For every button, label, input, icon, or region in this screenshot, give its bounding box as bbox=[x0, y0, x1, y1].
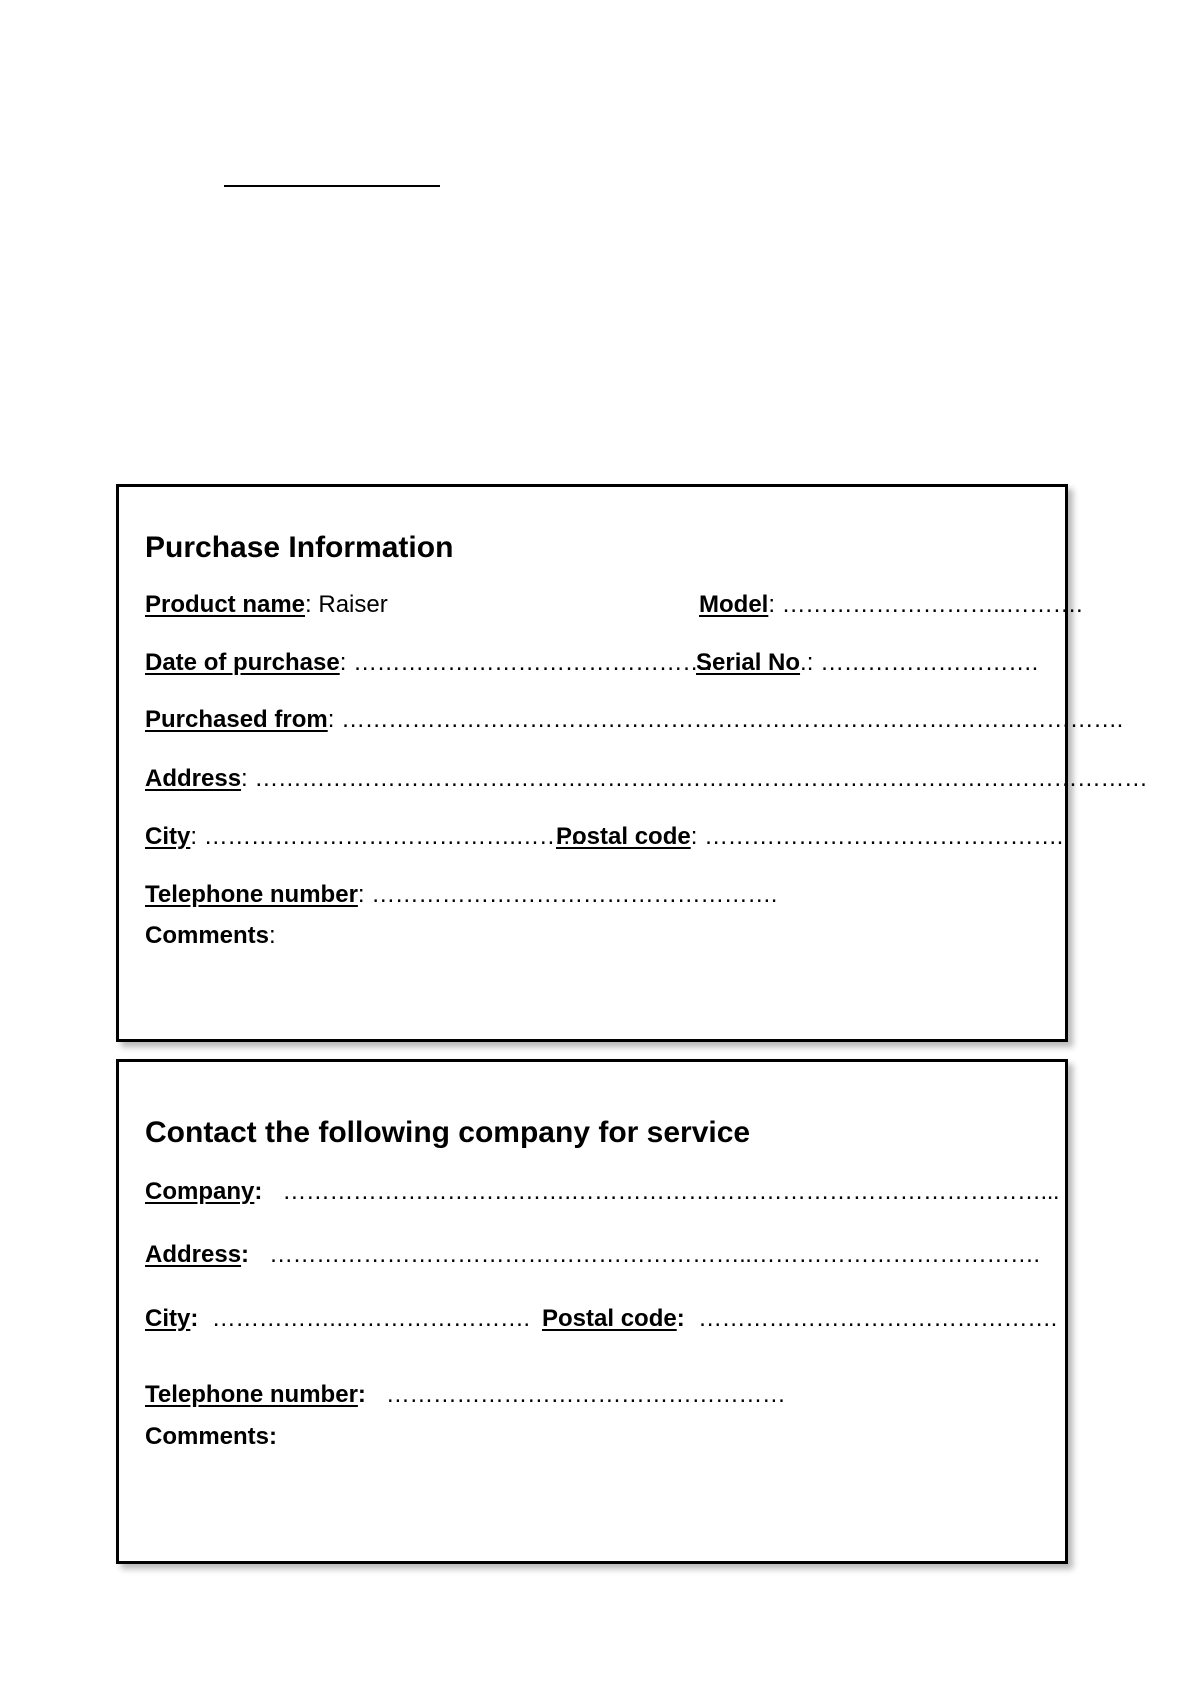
city-label: City bbox=[145, 823, 191, 850]
address-row: Address: …………………………………………………………………………………………………… bbox=[145, 765, 1148, 792]
service-city-postal-row: City: …………….……………………. Postal code: ………………………………………. bbox=[145, 1305, 1057, 1332]
comments-label: Comments bbox=[145, 922, 270, 949]
address-field[interactable]: …………………………………………………………………………………………………… bbox=[254, 765, 1148, 792]
company-label: Company bbox=[145, 1178, 255, 1205]
service-address-label: Address bbox=[145, 1241, 242, 1268]
serial-no-label: Serial No bbox=[696, 649, 801, 676]
address-label: Address bbox=[145, 765, 242, 792]
company-field[interactable]: ……………………………….……………………………………………………... bbox=[282, 1178, 1060, 1205]
service-company-panel bbox=[116, 1059, 1068, 1564]
city-postal-row: City: ………………………………….……… Postal code: ………………………………………. bbox=[145, 823, 1063, 850]
service-address-field[interactable]: ……………………………………………………..………………………………. bbox=[269, 1241, 1040, 1268]
date-serial-row: Date of purchase: ………………………………………. Serial No.: ………………………. bbox=[145, 649, 1038, 676]
city-field[interactable]: ………………………………….……… bbox=[203, 823, 586, 850]
service-city-label: City bbox=[145, 1305, 191, 1332]
model-field[interactable]: ………………………..………. bbox=[781, 591, 1083, 618]
telephone-number-label: Telephone number bbox=[145, 881, 358, 908]
service-city-field[interactable]: …………….……………………. bbox=[211, 1305, 530, 1332]
telephone-row: Telephone number: ……………………………………………. bbox=[145, 881, 777, 908]
telephone-number-field[interactable]: ……………………………………………. bbox=[371, 881, 777, 908]
company-row: Company: ……………………………….……………………………………………………... bbox=[145, 1178, 1060, 1205]
service-telephone-label: Telephone number bbox=[145, 1381, 358, 1408]
service-comments-row: Comments: bbox=[145, 1423, 278, 1450]
postal-code-label: Postal code bbox=[556, 823, 691, 850]
purchased-from-field[interactable]: ………………………………………………………………………………………. bbox=[341, 706, 1123, 733]
comments-row: Comments: bbox=[145, 922, 276, 949]
postal-code-field[interactable]: ………………………………………. bbox=[704, 823, 1063, 850]
service-postal-code-field[interactable]: ………………………………………. bbox=[698, 1305, 1057, 1332]
serial-no-field[interactable]: ………………………. bbox=[820, 649, 1038, 676]
service-postal-code-label: Postal code bbox=[542, 1305, 677, 1332]
product-model-row: Product name: Raiser Model: ………………………..………. bbox=[145, 591, 1083, 618]
service-telephone-row: Telephone number: …………………………………………… bbox=[145, 1381, 786, 1408]
purchased-from-label: Purchased from bbox=[145, 706, 328, 733]
product-name-value[interactable]: Raiser bbox=[318, 591, 388, 618]
purchase-information-panel bbox=[116, 484, 1148, 1042]
model-label: Model bbox=[699, 591, 769, 618]
service-comments-label: Comments bbox=[145, 1423, 270, 1450]
date-of-purchase-label: Date of purchase bbox=[145, 649, 340, 676]
purchase-information-title: Purchase Information bbox=[145, 531, 454, 564]
date-of-purchase-field[interactable]: ………………………………………. bbox=[353, 649, 712, 676]
signature-line bbox=[224, 185, 440, 187]
product-name-label: Product name bbox=[145, 591, 306, 618]
service-company-title: Contact the following company for service bbox=[145, 1116, 751, 1149]
purchased-from-row: Purchased from: ………………………………………………………………………………………. bbox=[145, 706, 1123, 733]
service-address-row: Address: ……………………………………………………..………………………………. bbox=[145, 1241, 1040, 1268]
service-telephone-field[interactable]: …………………………………………… bbox=[385, 1381, 786, 1408]
